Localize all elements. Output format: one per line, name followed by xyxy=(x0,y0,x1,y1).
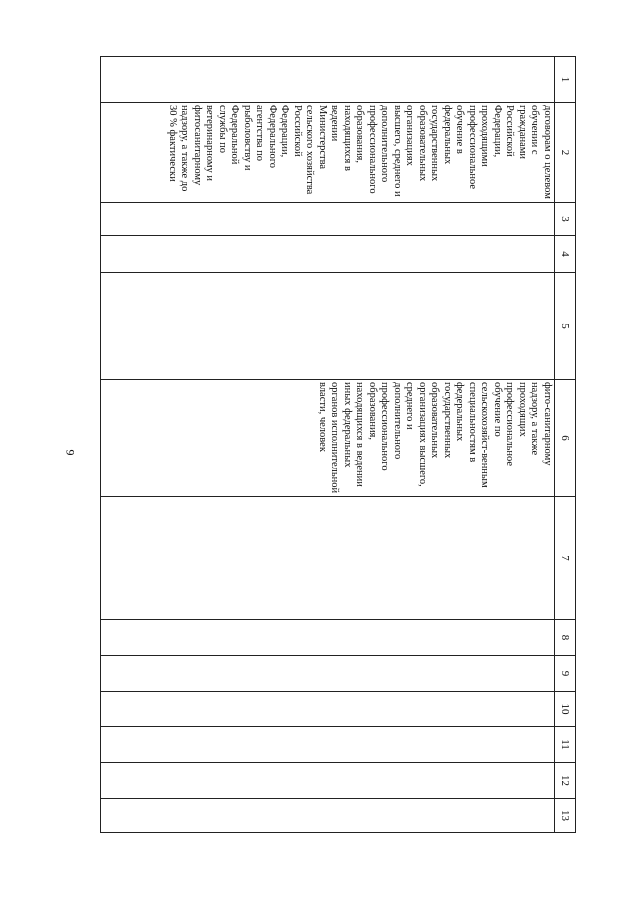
cell-col-2: договорам о целевом обучении с гражданами Российской Федерации, проходящими профессиональное обучение в федеральных государственных образовательных организациях высшего, среднего и дополнительного профессионального образования, находящихся в ведении Министерства сельского хозяйства Российской Федерации, Федерального агентства по рыболовству и Федеральной службы по ветеринарному и фитосанитарному надзору, а также до 30 % фактически xyxy=(101,103,555,203)
cell-col-9 xyxy=(101,656,555,692)
cell-col-6: фито-санитарному надзору, а также проходящих профессиональное обучение по сельскохозяйст-венным специальностям в федеральных государственных образовательных организациях высшего, среднего и дополнительного профессионального образования, находящихся в ведении иных федеральных органов исполнительной власти, человек xyxy=(101,380,555,497)
col-header-8: 8 xyxy=(555,620,576,656)
col-header-5: 5 xyxy=(555,273,576,380)
col-header-9: 9 xyxy=(555,656,576,692)
cell-col-10 xyxy=(101,692,555,727)
col-header-6: 6 xyxy=(555,380,576,497)
cell-col-4 xyxy=(101,236,555,273)
header-row xyxy=(555,57,576,833)
cell-col-12 xyxy=(101,763,555,799)
col-header-11: 11 xyxy=(555,727,576,763)
col-header-10: 10 xyxy=(555,692,576,727)
col-header-4: 4 xyxy=(555,236,576,273)
data-table xyxy=(100,56,576,833)
col-header-2: 2 xyxy=(555,103,576,203)
cell-col-5 xyxy=(101,273,555,380)
col-header-7: 7 xyxy=(555,497,576,620)
col-header-3: 3 xyxy=(555,203,576,236)
cell-col-8 xyxy=(101,620,555,656)
cell-col-7 xyxy=(101,497,555,620)
cell-col-13 xyxy=(101,799,555,833)
rotated-table-container xyxy=(100,56,576,832)
col-header-13: 13 xyxy=(555,799,576,833)
cell-col-11 xyxy=(101,727,555,763)
cell-col-3 xyxy=(101,203,555,236)
col-header-12: 12 xyxy=(555,763,576,799)
table-row xyxy=(101,57,555,833)
col-header-1: 1 xyxy=(555,57,576,103)
page-number: 9 xyxy=(63,449,78,456)
cell-col-1 xyxy=(101,57,555,103)
